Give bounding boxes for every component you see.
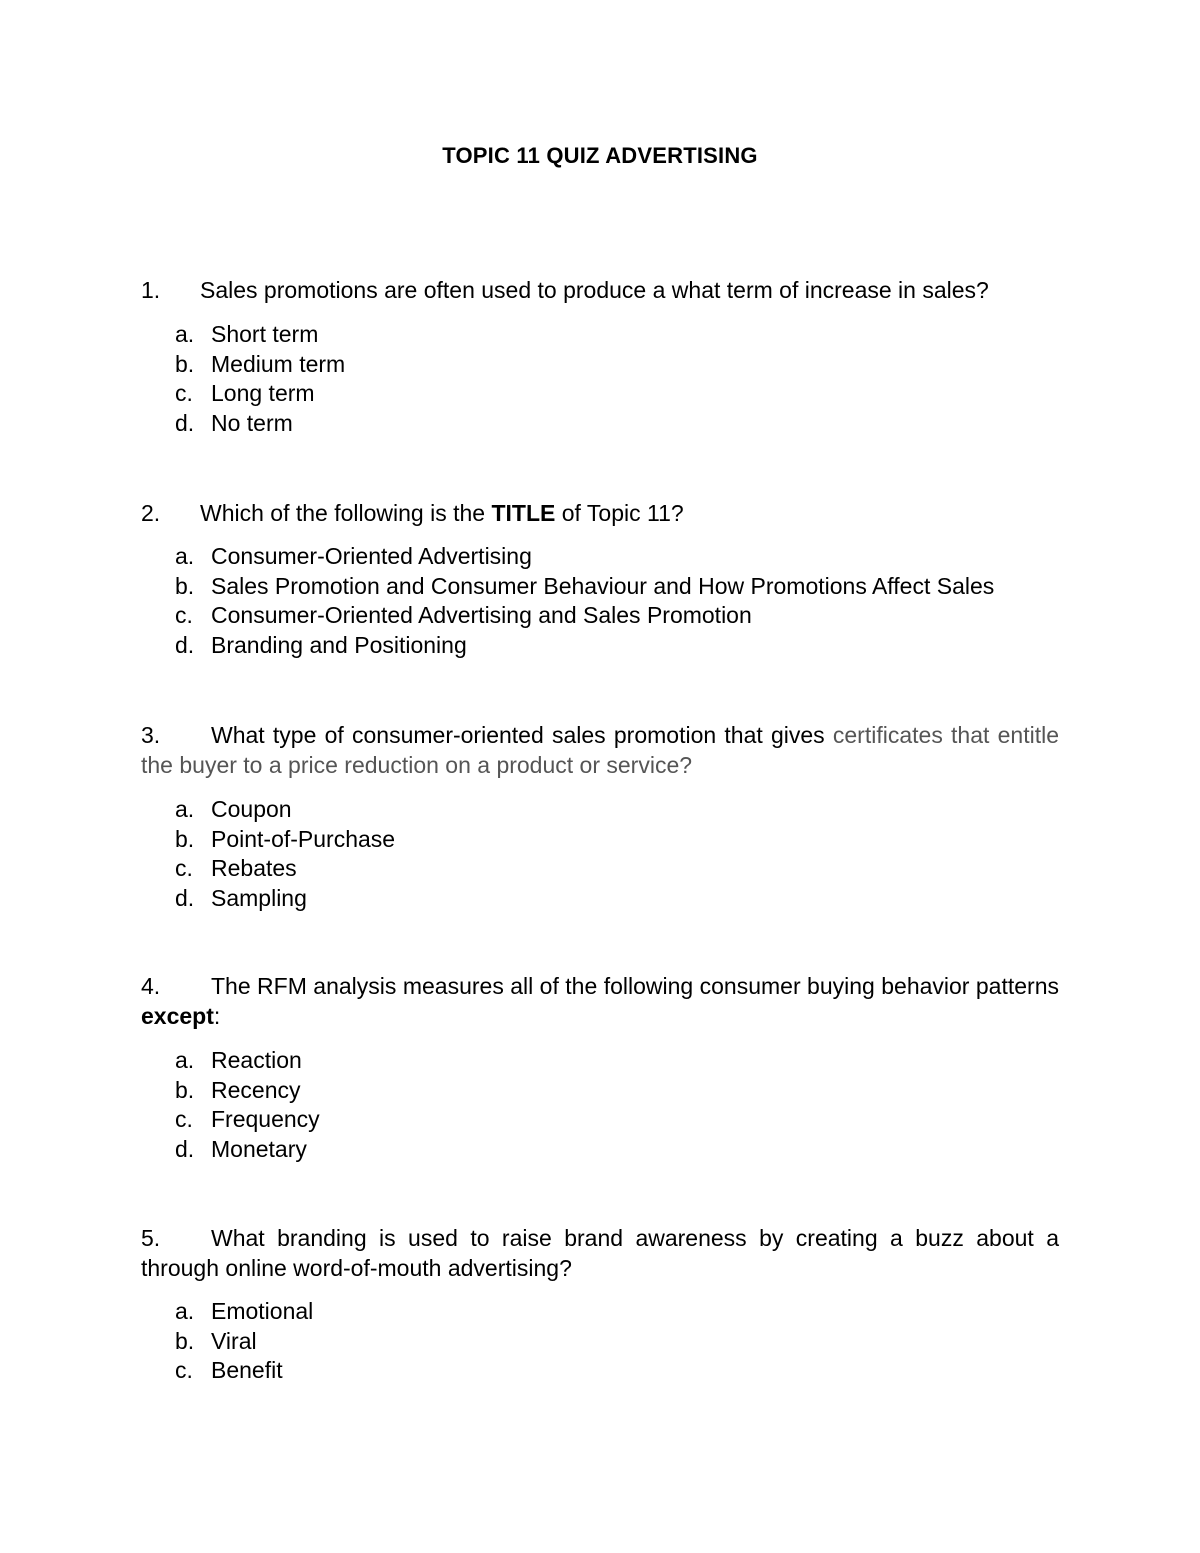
question-text: Sales promotions are often used to produce a what term of increase in sales? [200, 277, 989, 303]
question-number: 1. [141, 277, 161, 303]
option-item [175, 572, 994, 602]
question-text: What branding is used to raise brand awareness by creating a buzz about a through online word-of-mouth advertising? [141, 1225, 1059, 1281]
option-text: Emotional [211, 1298, 314, 1324]
option-item [175, 601, 994, 631]
question-5-options [175, 1297, 313, 1386]
option-text: Consumer-Oriented Advertising and Sales Promotion [211, 602, 752, 628]
question-4-options [175, 1046, 320, 1164]
option-item [175, 1046, 320, 1076]
question-emphasis: TITLE [491, 500, 556, 526]
option-item [175, 854, 395, 884]
question-1-options [175, 320, 345, 438]
option-text: Sales Promotion and Consumer Behaviour and How Promotions Affect Sales [211, 572, 995, 599]
question-emphasis: except [141, 1003, 214, 1029]
option-letter: b. [175, 1327, 195, 1354]
option-letter: c. [175, 602, 193, 628]
option-text: Branding and Positioning [211, 631, 467, 658]
question-text: Which of the following is the [200, 500, 492, 526]
question-2-options [175, 542, 994, 660]
option-item [175, 631, 994, 661]
option-letter: b. [175, 825, 195, 852]
question-3-options [175, 795, 395, 913]
question-4 [141, 971, 1059, 1031]
option-text: Long term [211, 380, 315, 406]
option-letter: d. [175, 409, 195, 436]
option-item [175, 1327, 313, 1357]
question-number: 3. [141, 722, 161, 748]
option-letter: c. [175, 1357, 193, 1383]
question-1 [141, 275, 1059, 305]
option-item [175, 1135, 320, 1165]
option-letter: a. [175, 543, 195, 569]
option-letter: a. [175, 321, 195, 347]
question-2 [141, 498, 1059, 528]
option-text: No term [211, 409, 293, 436]
option-text: Benefit [211, 1357, 283, 1383]
option-item [175, 1297, 313, 1327]
option-letter: d. [175, 631, 195, 658]
option-text: Consumer-Oriented Advertising [211, 543, 532, 569]
option-text: Frequency [211, 1106, 320, 1132]
question-number: 2. [141, 500, 161, 526]
question-5 [141, 1223, 1059, 1283]
question-text: The RFM analysis measures all of the following consumer buying behavior patterns [211, 973, 1059, 999]
option-item [175, 1076, 320, 1106]
option-text: Coupon [211, 796, 292, 822]
option-letter: c. [175, 380, 193, 406]
option-item [175, 795, 395, 825]
question-text-grey: certificates that entitle the buyer to a price reduction on a product or service? [141, 722, 1059, 778]
option-item [175, 825, 395, 855]
page-title: TOPIC 11 QUIZ ADVERTISING [442, 143, 758, 168]
option-letter: b. [175, 572, 195, 599]
option-text: Viral [211, 1327, 257, 1354]
option-letter: d. [175, 884, 195, 911]
option-item [175, 320, 345, 350]
option-text: Reaction [211, 1047, 302, 1073]
option-letter: b. [175, 1076, 195, 1103]
question-text: What type of consumer-oriented sales promotion that gives [211, 722, 833, 748]
option-text: Short term [211, 321, 319, 347]
option-text: Medium term [211, 350, 346, 377]
question-number: 4. [141, 973, 161, 999]
option-text: Monetary [211, 1135, 307, 1162]
option-item [175, 1356, 313, 1386]
question-number: 5. [141, 1225, 161, 1251]
option-item [175, 1105, 320, 1135]
option-letter: b. [175, 350, 195, 377]
option-letter: c. [175, 1106, 193, 1132]
option-letter: a. [175, 1298, 195, 1324]
option-text: Sampling [211, 884, 307, 911]
option-text: Recency [211, 1076, 301, 1103]
option-text: Rebates [211, 855, 297, 881]
option-item [175, 409, 345, 439]
option-letter: a. [175, 796, 195, 822]
option-letter: d. [175, 1135, 195, 1162]
option-text: Point-of-Purchase [211, 825, 396, 852]
option-letter: a. [175, 1047, 195, 1073]
option-item [175, 350, 345, 380]
option-letter: c. [175, 855, 193, 881]
option-item [175, 884, 395, 914]
option-item [175, 379, 345, 409]
question-text-end: : [213, 1003, 221, 1029]
option-item [175, 542, 994, 572]
question-3 [141, 720, 1059, 780]
question-text-end: of Topic 11? [555, 500, 684, 526]
